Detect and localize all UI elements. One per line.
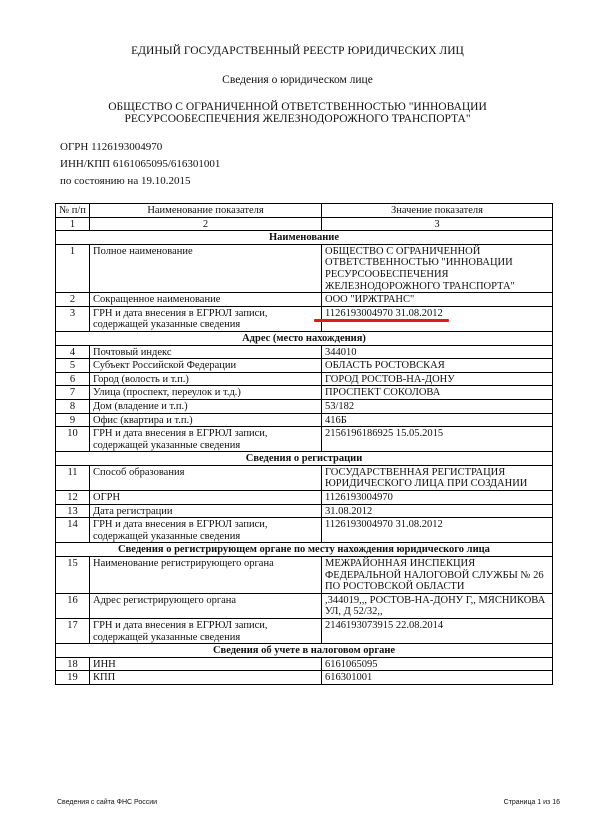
indicator-name: Улица (проспект, переулок и т.д.) — [90, 386, 322, 400]
row-number: 5 — [56, 359, 90, 373]
row-number: 9 — [56, 413, 90, 427]
table-row — [56, 671, 553, 685]
indicator-value: ,344019,,, РОСТОВ-НА-ДОНУ Г,, МЯСНИКОВА УЛ, Д 52/32,, — [322, 593, 553, 618]
col-header-value: Значение показателя — [322, 204, 553, 218]
indicator-value: 53/182 — [322, 399, 553, 413]
indicator-value: ОБЛАСТЬ РОСТОВСКАЯ — [322, 359, 553, 373]
section-header-row — [56, 452, 553, 466]
company-name-line1: ОБЩЕСТВО С ОГРАНИЧЕННОЙ ОТВЕТСТВЕННОСТЬЮ "ИННОВАЦИИ — [108, 101, 487, 113]
indicator-value: 1126193004970 31.08.2012 — [322, 306, 553, 331]
row-number: 19 — [56, 671, 90, 685]
indicator-value: 1126193004970 31.08.2012 — [322, 518, 553, 543]
indicator-name: Дата регистрации — [90, 504, 322, 518]
row-number: 8 — [56, 399, 90, 413]
row-number: 15 — [56, 557, 90, 594]
section-title: Сведения о регистрации — [56, 452, 553, 466]
section-header-row — [56, 543, 553, 557]
footer-page-number: Страница 1 из 16 — [503, 799, 560, 806]
section-title: Адрес (место нахождения) — [56, 331, 553, 345]
indicator-name: ГРН и дата внесения в ЕГРЮЛ записи, содержащей указанные сведения — [90, 518, 322, 543]
row-number: 1 — [56, 244, 90, 292]
col-header-number: № п/п — [56, 204, 90, 218]
col-header-indicator: Наименование показателя — [90, 204, 322, 218]
company-name-line2: РЕСУРСООБЕСПЕЧЕНИЯ ЖЕЛЕЗНОДОРОЖНОГО ТРАНСПОРТА" — [124, 113, 471, 125]
table-row — [56, 359, 553, 373]
indicator-name: Адрес регистрирующего органа — [90, 593, 322, 618]
indicator-value: 1126193004970 — [322, 491, 553, 505]
indicator-name: Наименование регистрирующего органа — [90, 557, 322, 594]
table-row — [56, 619, 553, 644]
ogrn-line: ОГРН 1126193004970 — [60, 141, 163, 153]
row-number: 13 — [56, 504, 90, 518]
row-number: 11 — [56, 465, 90, 490]
table-row — [56, 399, 553, 413]
table-header-row — [56, 204, 553, 218]
table-row — [56, 491, 553, 505]
as-of-date-line: по состоянию на 19.10.2015 — [60, 175, 191, 187]
indicator-name: ГРН и дата внесения в ЕГРЮЛ записи, содержащей указанные сведения — [90, 427, 322, 452]
indicator-name: Дом (владение и т.п.) — [90, 399, 322, 413]
indicator-value: 6161065095 — [322, 657, 553, 671]
table-row — [56, 427, 553, 452]
short-name-highlight-underline — [314, 319, 449, 322]
indicator-name: Офис (квартира и т.п.) — [90, 413, 322, 427]
registry-title: ЕДИНЫЙ ГОСУДАРСТВЕННЫЙ РЕЕСТР ЮРИДИЧЕСКИХ ЛИЦ — [131, 45, 464, 57]
table-row — [56, 593, 553, 618]
table-row — [56, 306, 553, 331]
table-row — [56, 465, 553, 490]
table-column-numbers-row — [56, 217, 553, 231]
indicator-name: Почтовый индекс — [90, 345, 322, 359]
indicator-name: Сокращенное наименование — [90, 293, 322, 307]
row-number: 10 — [56, 427, 90, 452]
indicator-value: МЕЖРАЙОННАЯ ИНСПЕКЦИЯ ФЕДЕРАЛЬНОЙ НАЛОГОВОЙ СЛУЖБЫ № 26 ПО РОСТОВСКОЙ ОБЛАСТИ — [322, 557, 553, 594]
section-title: Наименование — [56, 231, 553, 245]
col-number-3: 3 — [322, 217, 553, 231]
table-row — [56, 518, 553, 543]
section-header-row — [56, 231, 553, 245]
table-row — [56, 244, 553, 292]
row-number: 18 — [56, 657, 90, 671]
col-number-2: 2 — [90, 217, 322, 231]
section-title: Сведения о регистрирующем органе по месту нахождения юридического лица — [56, 543, 553, 557]
table-row — [56, 372, 553, 386]
indicator-name: ГРН и дата внесения в ЕГРЮЛ записи, содержащей указанные сведения — [90, 306, 322, 331]
registry-table — [55, 203, 553, 685]
indicator-name: Город (волость и т.п.) — [90, 372, 322, 386]
section-header-row — [56, 331, 553, 345]
indicator-name: ГРН и дата внесения в ЕГРЮЛ записи, содержащей указанные сведения — [90, 619, 322, 644]
col-number-1: 1 — [56, 217, 90, 231]
table-row — [56, 504, 553, 518]
indicator-value: ПРОСПЕКТ СОКОЛОВА — [322, 386, 553, 400]
row-number: 2 — [56, 293, 90, 307]
footer-source: Сведения с сайта ФНС России — [57, 799, 158, 806]
table-row — [56, 413, 553, 427]
table-row — [56, 557, 553, 594]
indicator-name: ОГРН — [90, 491, 322, 505]
document-subtitle: Сведения о юридическом лице — [222, 74, 373, 86]
row-number: 4 — [56, 345, 90, 359]
indicator-value: ГОРОД РОСТОВ-НА-ДОНУ — [322, 372, 553, 386]
row-number: 7 — [56, 386, 90, 400]
table-row — [56, 386, 553, 400]
indicator-value: ОБЩЕСТВО С ОГРАНИЧЕННОЙ ОТВЕТСТВЕННОСТЬЮ "ИННОВАЦИИ РЕСУРСООБЕСПЕЧЕНИЯ ЖЕЛЕЗНОДОРОЖНОГО ТРАНСПОРТА" — [322, 244, 553, 292]
table-row — [56, 345, 553, 359]
indicator-name: Полное наименование — [90, 244, 322, 292]
row-number: 17 — [56, 619, 90, 644]
row-number: 14 — [56, 518, 90, 543]
row-number: 16 — [56, 593, 90, 618]
indicator-name: Субъект Российской Федерации — [90, 359, 322, 373]
indicator-name: ИНН — [90, 657, 322, 671]
indicator-value: 416Б — [322, 413, 553, 427]
indicator-value: ГОСУДАРСТВЕННАЯ РЕГИСТРАЦИЯ ЮРИДИЧЕСКОГО ЛИЦА ПРИ СОЗДАНИИ — [322, 465, 553, 490]
inn-kpp-line: ИНН/КПП 6161065095/616301001 — [60, 158, 221, 170]
table-row — [56, 293, 553, 307]
row-number: 12 — [56, 491, 90, 505]
indicator-value: ООО "ИРЖТРАНС" — [322, 293, 553, 307]
indicator-value: 31.08.2012 — [322, 504, 553, 518]
indicator-value: 616301001 — [322, 671, 553, 685]
row-number: 6 — [56, 372, 90, 386]
indicator-value: 2156196186925 15.05.2015 — [322, 427, 553, 452]
indicator-name: КПП — [90, 671, 322, 685]
section-title: Сведения об учете в налоговом органе — [56, 644, 553, 658]
row-number: 3 — [56, 306, 90, 331]
table-row — [56, 657, 553, 671]
section-header-row — [56, 644, 553, 658]
indicator-value: 2146193073915 22.08.2014 — [322, 619, 553, 644]
indicator-name: Способ образования — [90, 465, 322, 490]
indicator-value: 344010 — [322, 345, 553, 359]
